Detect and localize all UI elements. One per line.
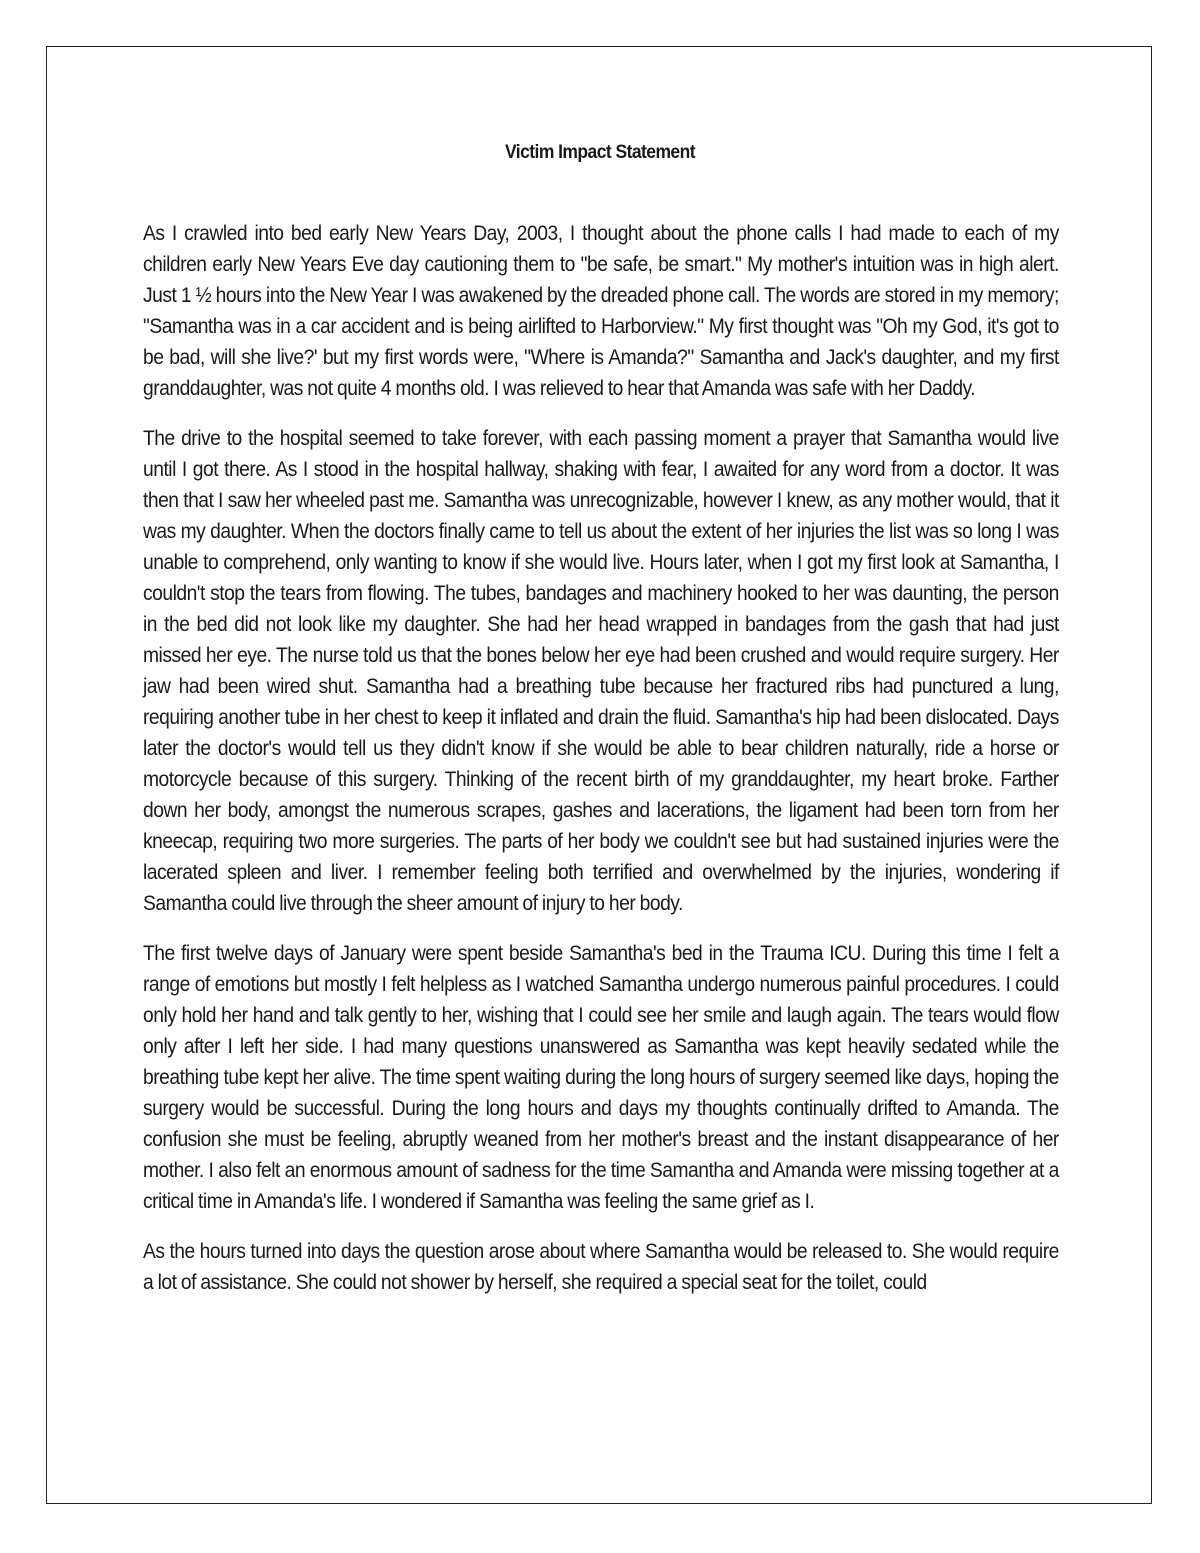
paragraph-1: As I crawled into bed early New Years Day, 2003, I thought about the phone calls I had made to each of my children early New Years Eve day cautioning them to "be safe, be smart." My mother's intuition was in high alert. Just 1 ½ hours into the New Year I was awakened by the dreaded phone call. The words are stored in my memory; "Samantha was in a car accident and is being airlifted to Harborview." My first thought was "Oh my God, it's got to be bad, will she live?' but my first words were, "Where is Amanda?" Samantha and Jack's daughter, and my first granddaughter, was not quite 4 months old. I was relieved to hear that Amanda was safe with her Daddy. <box>143 221 1059 401</box>
document-title: Victim Impact Statement <box>504 142 696 163</box>
document-body <box>143 218 1059 1298</box>
paragraph-2: The drive to the hospital seemed to take forever, with each passing moment a prayer that Samantha would live until I got there. As I stood in the hospital hallway, shaking with fear, I awaited for any word from a doctor. It was then that I saw her wheeled past me. Samantha was unrecognizable, however I knew, as any mother would, that it was my daughter. When the doctors finally came to tell us about the extent of her injuries the list was so long I was unable to comprehend, only wanting to know if she would live. Hours later, when I got my first look at Samantha, I couldn't stop the tears from flowing. The tubes, bandages and machinery hooked to her was daunting, the person in the bed did not look like my daughter. She had her head wrapped in bandages from the gash that had just missed her eye. The nurse told us that the bones below her eye had been crushed and would require surgery. Her jaw had been wired shut. Samantha had a breathing tube because her fractured ribs had punctured a lung, requiring another tube in her chest to keep it inflated and drain the fluid. Samantha's hip had been dislocated. Days later the doctor's would tell us they didn't know if she would be able to bear children naturally, ride a horse or motorcycle because of this surgery. Thinking of the recent birth of my granddaughter, my heart broke. Farther down her body, amongst the numerous scrapes, gashes and lacerations, the ligament had been torn from her kneecap, requiring two more surgeries. The parts of her body we couldn't see but had sustained injuries were the lacerated spleen and liver. I remember feeling both terrified and overwhelmed by the injuries, wondering if Samantha could live through the sheer amount of injury to her body. <box>143 425 1059 916</box>
paragraph-3: The first twelve days of January were spent beside Samantha's bed in the Trauma ICU. During this time I felt a range of emotions but mostly I felt helpless as I watched Samantha undergo numerous painful procedures. I could only hold her hand and talk gently to her, wishing that I could see her smile and laugh again. The tears would flow only after I left her side. I had many questions unanswered as Samantha was kept heavily sedated while the breathing tube kept her alive. The time spent waiting during the long hours of surgery seemed like days, hoping the surgery would be successful. During the long hours and days my thoughts continually drifted to Amanda. The confusion she must be feeling, abruptly weaned from her mother's breast and the instant disappearance of her mother. I also felt an enormous amount of sadness for the time Samantha and Amanda were missing together at a critical time in Amanda's life. I wondered if Samantha was feeling the same grief as I. <box>143 940 1059 1214</box>
paragraph-4: As the hours turned into days the question arose about where Samantha would be released to. She would require a lot of assistance. She could not shower by herself, she required a special seat for the toilet, could <box>143 1238 1059 1294</box>
